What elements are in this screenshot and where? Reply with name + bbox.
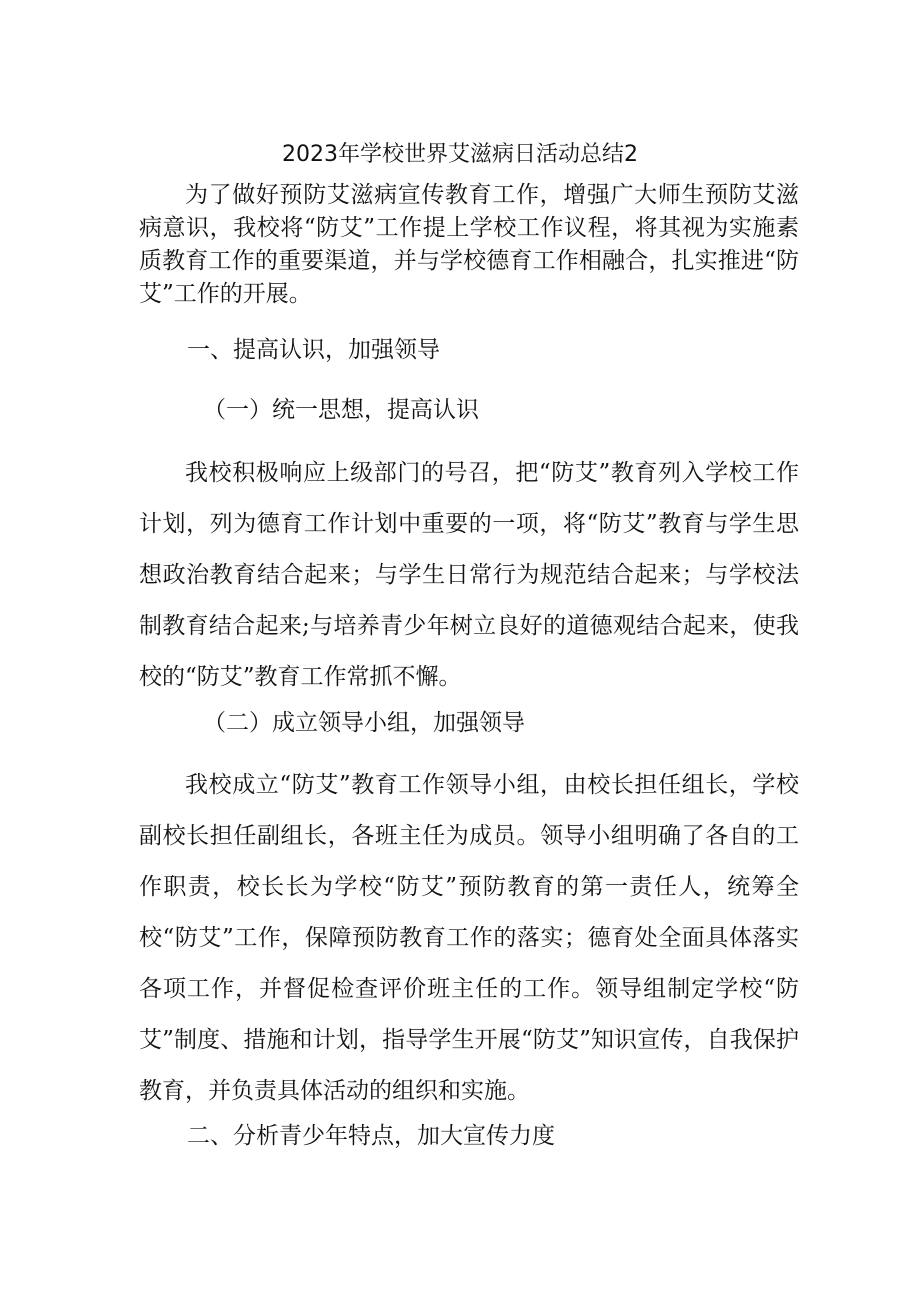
subsection-1-1-heading: （一）统一思想，提高认识 <box>203 397 479 423</box>
section-1-heading: 一、提高认识，加强领导 <box>187 337 440 363</box>
subsection-1-1-body: 我校积极响应上级部门的号召，把“防艾”教育列入学校工作计划，列为德育工作计划中重要的一项，将“防艾”教育与学生思想政治教育结合起来；与学生日常行为规范结合起来；与学校法制教育结合起来;与培养青少年树立良好的道德观结合起来，使我校的“防艾”教育工作常抓不懈。 <box>139 460 799 690</box>
section-2-heading: 二、分析青少年特点，加大宣传力度 <box>187 1123 555 1149</box>
subsection-1-2-body: 我校成立“防艾”教育工作领导小组，由校长担任组长，学校副校长担任副组长，各班主任为成员。领导小组明确了各自的工作职责，校长长为学校“防艾”预防教育的第一责任人，统筹全校“防艾”工作，保障预防教育工作的落实；德育处全面具体落实各项工作，并督促检查评价班主任的工作。领导组制定学校“防艾”制度、措施和计划，指导学生开展“防艾”知识宣传，自我保护教育，并负责具体活动的组织和实施。 <box>139 772 799 1104</box>
intro-paragraph: 为了做好预防艾滋病宣传教育工作，增强广大师生预防艾滋病意识，我校将“防艾”工作提上学校工作议程，将其视为实施素质教育工作的重要渠道，并与学校德育工作相融合，扎实推进“防艾”工作的开展。 <box>139 182 799 307</box>
document-title: 2023年学校世界艾滋病日活动总结2 <box>282 142 638 167</box>
subsection-1-2-heading: （二）成立领导小组，加强领导 <box>203 710 525 736</box>
